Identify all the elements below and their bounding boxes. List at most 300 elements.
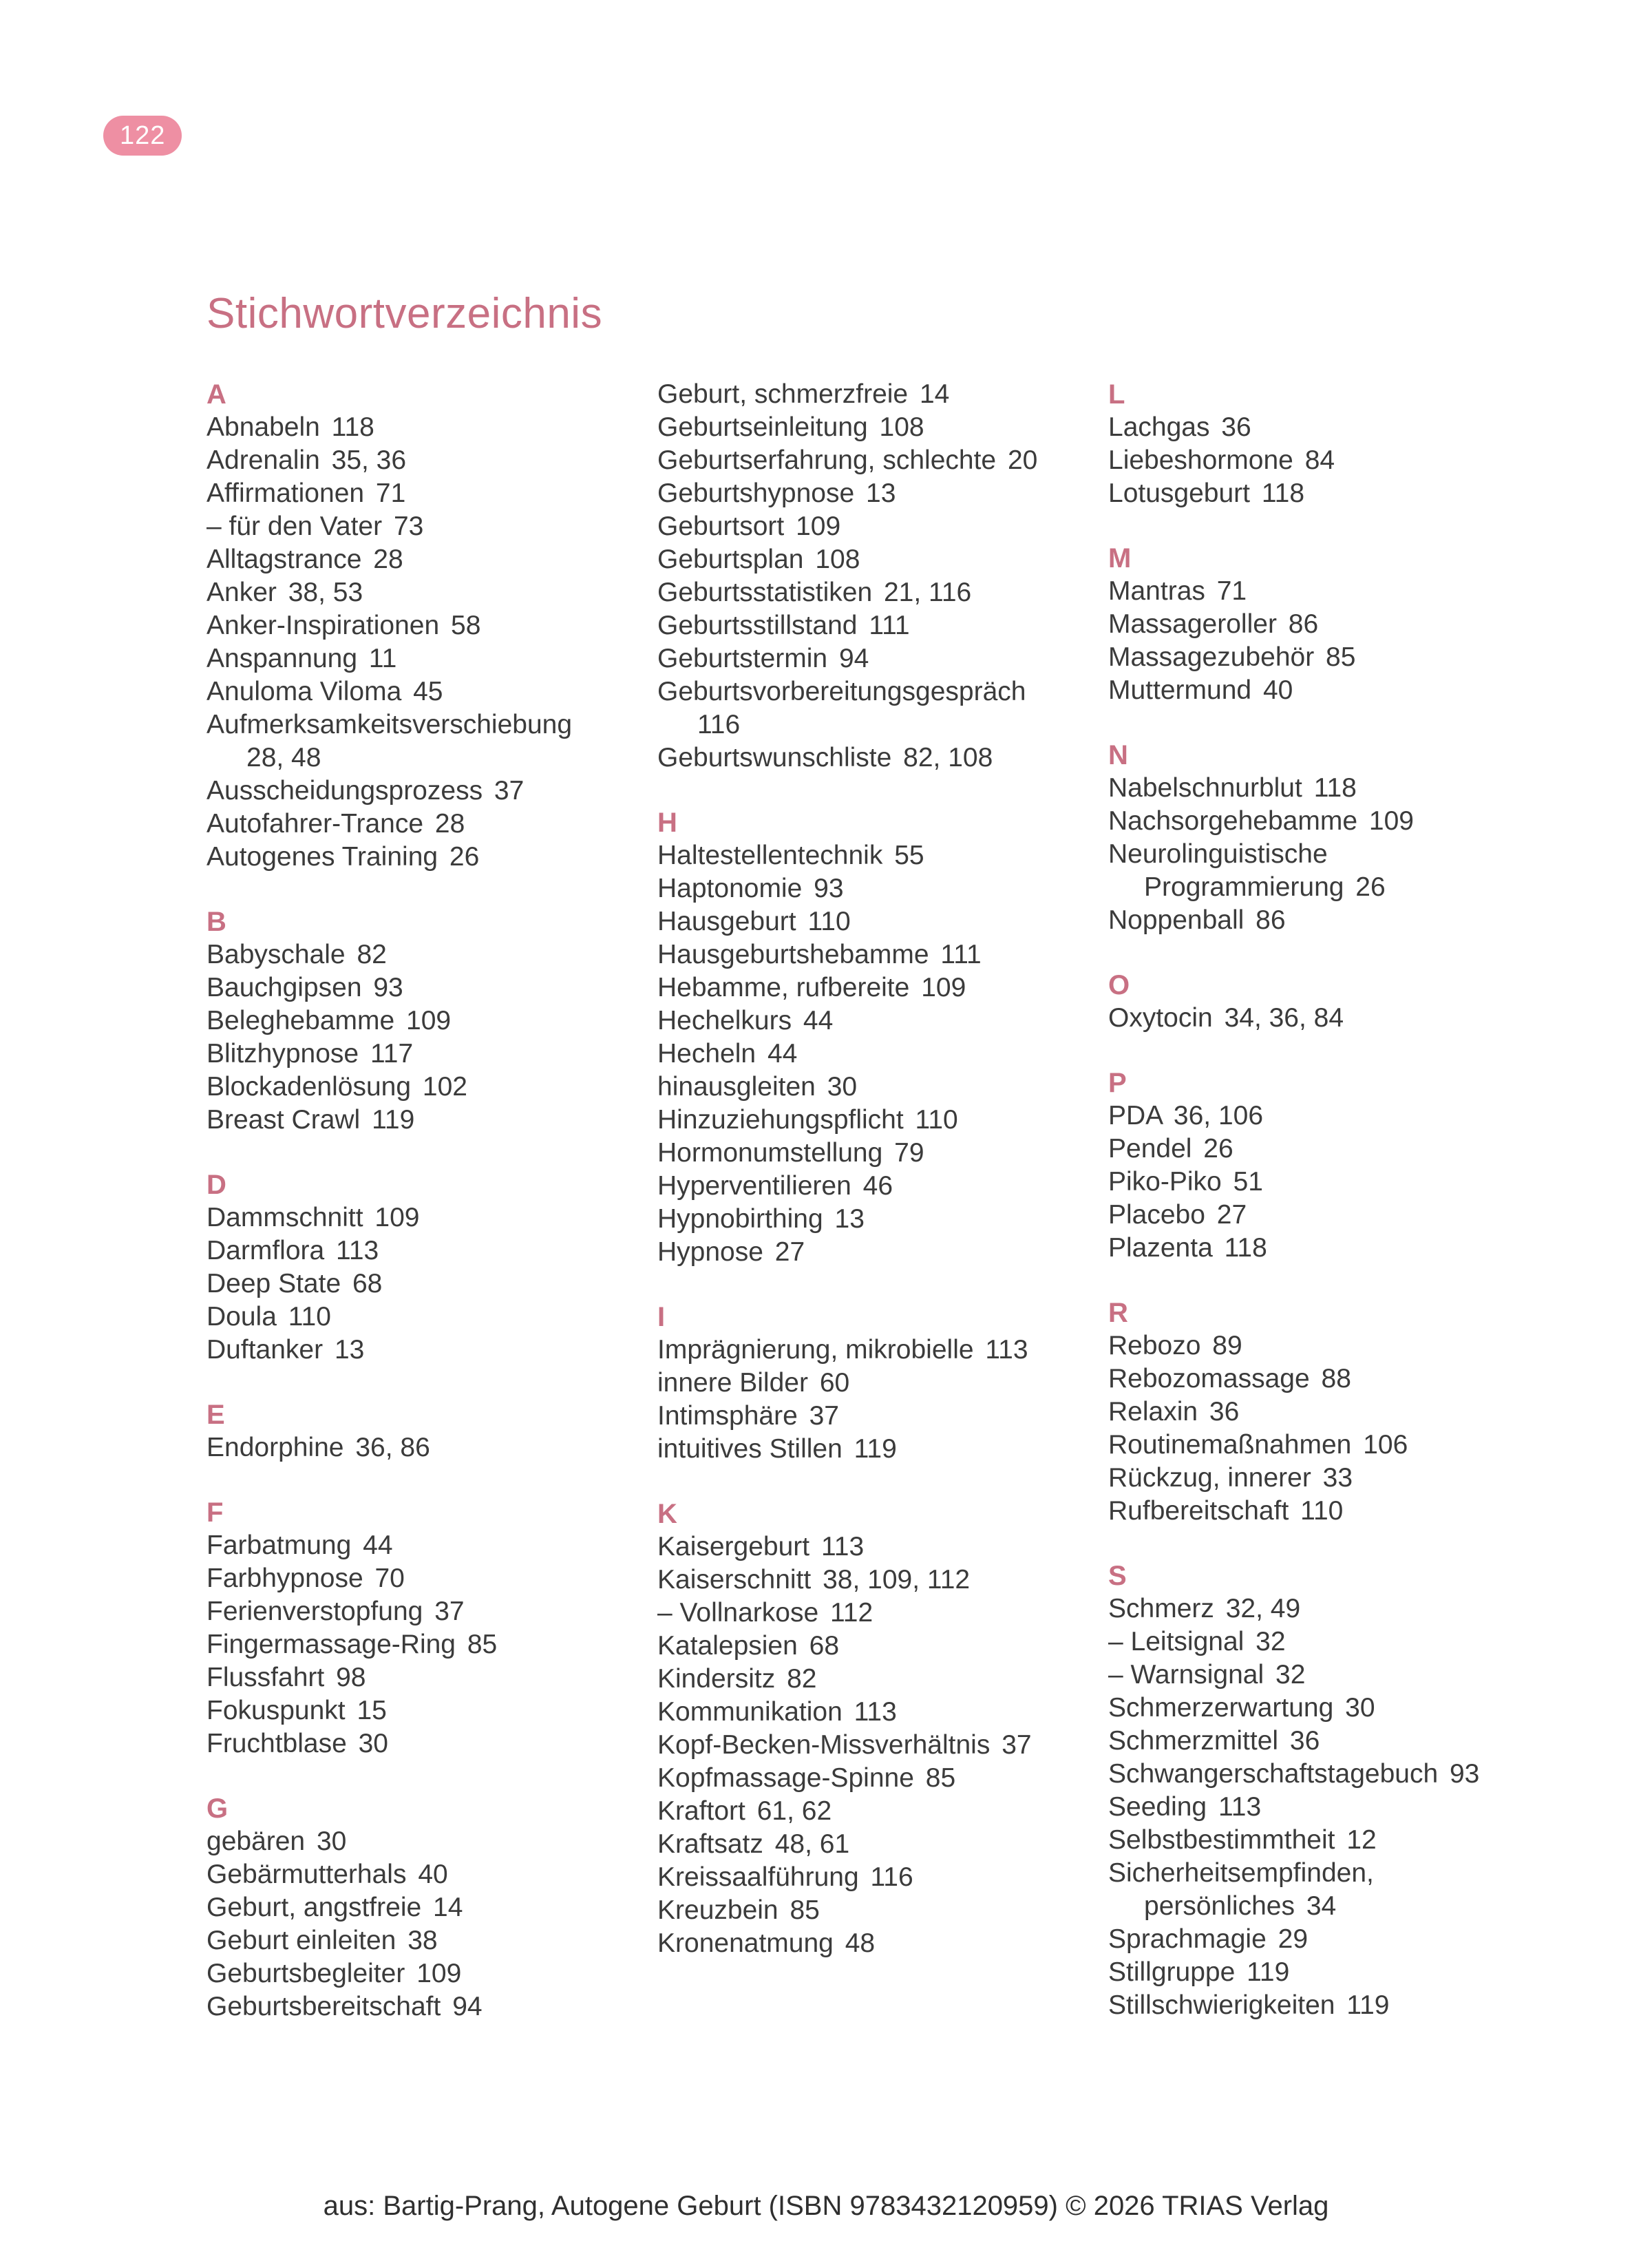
entry-term: Schmerzmittel (1108, 1726, 1279, 1756)
entry-pages: 85 (1326, 642, 1356, 672)
entry-term: Muttermund (1108, 675, 1252, 705)
entry-term: Intimsphäre (657, 1401, 798, 1431)
entry-term: – für den Vater (206, 512, 383, 541)
index-entry (1108, 1363, 1521, 1396)
entry-term: Geburt einleiten (206, 1926, 396, 1955)
index-entry (1108, 1824, 1521, 1857)
entry-term: Geburtsbereitschaft (206, 1992, 441, 2021)
entry-term: Pendel (1108, 1134, 1192, 1164)
section-letter: K (657, 1499, 677, 1529)
index-entry (657, 1137, 1070, 1170)
entry-term: – Leitsignal (1108, 1627, 1245, 1656)
entry-term: Farbhypnose (206, 1564, 363, 1593)
entry-term: Lachgas (1108, 412, 1210, 442)
entry-pages: 68 (352, 1269, 383, 1298)
entry-term: Rebozo (1108, 1331, 1201, 1360)
entry-term: Massagezubehör (1108, 642, 1315, 672)
index-entry (206, 1694, 620, 1727)
index-section (1108, 969, 1521, 1035)
entry-term: Blitzhypnose (206, 1039, 359, 1069)
entry-pages: 36, 86 (355, 1433, 430, 1462)
entry-pages: 26 (1355, 872, 1386, 902)
entry-pages: 119 (372, 1105, 415, 1135)
section-letter: M (1108, 543, 1132, 574)
index-entry (657, 411, 1070, 444)
entry-pages: 38, 53 (288, 578, 363, 607)
page-title: Stichwortverzeichnis (206, 290, 603, 337)
entry-pages: 113 (854, 1697, 897, 1727)
entry-pages: 113 (1218, 1792, 1262, 1822)
entry-term: Liebeshormone (1108, 445, 1293, 475)
entry-term: Kindersitz (657, 1664, 776, 1694)
index-entry (1108, 1462, 1521, 1495)
index-entry (206, 1234, 620, 1267)
index-entry (657, 1433, 1070, 1466)
entry-term: Geburtsstillstand (657, 611, 858, 640)
entry-term: Aufmerksamkeitsverschiebung (206, 710, 573, 739)
entry-term: Stillgruppe (1108, 1957, 1236, 1987)
index-entry (657, 938, 1070, 971)
entry-term: Neurolinguistische Programmierung (1108, 839, 1344, 902)
entry-pages: 44 (803, 1006, 834, 1035)
index-entry (206, 971, 620, 1004)
entry-pages: 106 (1363, 1430, 1408, 1460)
entry-pages: 68 (809, 1631, 840, 1661)
index-columns (206, 378, 1521, 2023)
index-entry (657, 1367, 1070, 1400)
entry-pages: 27 (1216, 1200, 1247, 1230)
entry-term: Haltestellentechnik (657, 841, 883, 870)
entry-pages: 118 (1261, 478, 1305, 508)
entry-term: Geburt, angstfreie (206, 1893, 422, 1922)
entry-pages: 85 (467, 1630, 498, 1659)
index-section (206, 378, 620, 874)
index-entry (1108, 1133, 1521, 1166)
entry-pages: 38 (407, 1926, 438, 1955)
entry-pages: 30 (827, 1072, 858, 1102)
index-entry (1108, 444, 1521, 477)
index-entry (1108, 1199, 1521, 1232)
index-entry (657, 1828, 1070, 1861)
entry-pages: 28 (434, 809, 465, 839)
index-entry (657, 1400, 1070, 1433)
entry-term: Fruchtblase (206, 1729, 347, 1758)
index-entry (206, 775, 620, 808)
entry-pages: 93 (814, 874, 844, 903)
entry-term: Geburtsplan (657, 545, 804, 574)
entry-term: gebären (206, 1827, 306, 1856)
index-entry (1108, 1396, 1521, 1429)
index-entry (1108, 1625, 1521, 1659)
entry-term: Placebo (1108, 1200, 1205, 1230)
entry-term: Mantras (1108, 576, 1205, 606)
entry-pages: 14 (433, 1893, 463, 1922)
entry-pages: 37 (434, 1597, 465, 1626)
index-entry (1108, 477, 1521, 510)
index-entry (657, 1530, 1070, 1564)
entry-pages: 13 (834, 1204, 865, 1234)
index-entry (206, 1990, 620, 2023)
entry-term: Autogenes Training (206, 842, 438, 872)
entry-term: Duftanker (206, 1335, 324, 1365)
index-entry (1108, 1100, 1521, 1133)
entry-pages: 88 (1321, 1364, 1351, 1393)
index-section (206, 1496, 620, 1760)
entry-pages: 30 (1345, 1693, 1375, 1723)
index-entry (1108, 1659, 1521, 1692)
entry-pages: 26 (449, 842, 480, 872)
entry-term: Geburtseinleitung (657, 412, 868, 442)
section-letter: O (1108, 970, 1130, 1000)
index-entry (1108, 1857, 1521, 1923)
entry-term: Kronenatmung (657, 1928, 834, 1958)
index-content (206, 289, 1521, 2023)
index-entry (657, 1795, 1070, 1828)
index-entry (206, 1562, 620, 1595)
index-entry (206, 1891, 620, 1924)
entry-term: Schmerz (1108, 1594, 1214, 1623)
index-section (206, 1398, 620, 1464)
index-entry (206, 576, 620, 609)
entry-pages: 32, 49 (1225, 1594, 1301, 1623)
entry-pages: 110 (1300, 1496, 1344, 1526)
index-entry (1108, 1758, 1521, 1791)
index-entry (206, 1104, 620, 1137)
index-entry (206, 411, 620, 444)
index-entry (657, 1729, 1070, 1762)
index-section (206, 1168, 620, 1367)
index-entry (1108, 641, 1521, 674)
entry-pages: 82, 108 (903, 743, 993, 772)
index-entry (657, 905, 1070, 938)
entry-pages: 82 (787, 1664, 817, 1694)
entry-pages: 36, 106 (1173, 1101, 1264, 1130)
entry-pages: 40 (1262, 675, 1293, 705)
entry-term: Gebärmutterhals (206, 1860, 407, 1889)
entry-pages: 118 (1313, 773, 1357, 803)
index-section (657, 1497, 1070, 1960)
entry-term: Rebozomassage (1108, 1364, 1310, 1393)
entry-term: Hausgeburt (657, 907, 796, 936)
entry-pages: 111 (869, 611, 910, 640)
entry-pages: 20 (1007, 445, 1038, 475)
entry-term: Oxytocin (1108, 1003, 1213, 1033)
entry-term: Stillschwierigkeiten (1108, 1990, 1335, 2020)
entry-term: Katalepsien (657, 1631, 798, 1661)
entry-pages: 109 (1368, 806, 1414, 836)
entry-term: Schmerzerwartung (1108, 1693, 1334, 1723)
entry-term: Kopfmassage-Spinne (657, 1763, 914, 1793)
entry-pages: 61, 62 (756, 1796, 832, 1826)
index-entry (657, 543, 1070, 576)
entry-pages: 32 (1256, 1627, 1286, 1656)
index-entry (1108, 1329, 1521, 1363)
entry-pages: 29 (1278, 1924, 1309, 1954)
entry-pages: 117 (370, 1039, 414, 1069)
index-entry (657, 1170, 1070, 1203)
entry-pages: 35, 36 (331, 445, 407, 475)
entry-term: Abnabeln (206, 412, 320, 442)
index-entry (206, 642, 620, 675)
entry-term: Beleghebamme (206, 1006, 395, 1035)
entry-pages: 46 (862, 1171, 893, 1201)
index-entry (206, 841, 620, 874)
index-entry (1108, 1989, 1521, 2022)
entry-term: – Vollnarkose (657, 1598, 819, 1628)
index-entry (657, 1696, 1070, 1729)
entry-pages: 108 (815, 545, 860, 574)
entry-pages: 51 (1233, 1167, 1263, 1197)
index-entry (1108, 1166, 1521, 1199)
section-letter: B (206, 907, 226, 937)
entry-term: Lotusgeburt (1108, 478, 1250, 508)
entry-pages: 85 (790, 1895, 820, 1925)
entry-term: Geburtshypnose (657, 478, 855, 508)
index-entry (1108, 1002, 1521, 1035)
entry-term: Hecheln (657, 1039, 756, 1069)
index-entry (657, 1927, 1070, 1960)
page-number-badge: 122 (103, 116, 182, 156)
entry-pages: 34 (1306, 1891, 1337, 1921)
index-entry (206, 444, 620, 477)
entry-term: Geburtsort (657, 512, 785, 541)
entry-term: Geburtsstatistiken (657, 578, 873, 607)
index-entry (657, 1663, 1070, 1696)
entry-term: Adrenalin (206, 445, 320, 475)
index-entry (657, 1597, 1070, 1630)
index-entry (1108, 1495, 1521, 1528)
entry-pages: 32 (1275, 1660, 1306, 1690)
entry-pages: 109 (796, 512, 841, 541)
index-entry (206, 1957, 620, 1990)
entry-term: Sicherheitsempfinden, persönliches (1108, 1858, 1374, 1921)
index-entry (206, 675, 620, 708)
entry-term: Plazenta (1108, 1233, 1213, 1263)
entry-term: Fingermassage-Ring (206, 1630, 456, 1659)
entry-pages: 109 (374, 1203, 420, 1232)
index-entry (657, 1236, 1070, 1269)
entry-pages: 11 (368, 644, 397, 673)
section-letter: F (206, 1497, 224, 1528)
index-entry (657, 741, 1070, 775)
section-letter: P (1108, 1068, 1127, 1098)
entry-pages: 109 (406, 1006, 452, 1035)
entry-pages: 21, 116 (883, 578, 972, 607)
entry-pages: 94 (838, 644, 869, 673)
entry-term: Babyschale (206, 940, 346, 969)
index-entry (657, 1564, 1070, 1597)
entry-term: Doula (206, 1302, 277, 1332)
index-entry (657, 1762, 1070, 1795)
entry-term: Geburtserfahrung, schlechte (657, 445, 997, 475)
index-entry (206, 1267, 620, 1301)
index-section (1108, 1559, 1521, 2022)
entry-term: Hebamme, rufbereite (657, 973, 910, 1002)
index-entry (206, 708, 620, 775)
entry-pages: 30 (316, 1827, 347, 1856)
entry-pages: 48 (845, 1928, 876, 1958)
entry-term: Hinzuziehungspflicht (657, 1105, 904, 1135)
index-entry (657, 378, 1070, 411)
entry-term: Haptonomie (657, 874, 803, 903)
entry-term: Hormonumstellung (657, 1138, 883, 1168)
entry-pages: 112 (830, 1598, 873, 1628)
section-letter: A (206, 379, 226, 410)
entry-pages: 102 (422, 1072, 467, 1102)
entry-term: Fokuspunkt (206, 1696, 346, 1725)
index-entry (657, 510, 1070, 543)
entry-term: Geburtsvorbereitungsgespräch (657, 677, 1026, 706)
index-entry (657, 576, 1070, 609)
entry-term: Kaisergeburt (657, 1532, 810, 1561)
entry-term: Noppenball (1108, 905, 1245, 935)
entry-term: Anspannung (206, 644, 358, 673)
entry-pages: 36 (1221, 412, 1251, 442)
entry-pages: 34, 36, 84 (1224, 1003, 1344, 1033)
entry-term: Anker (206, 578, 277, 607)
index-entry (206, 1431, 620, 1464)
index-entry (657, 839, 1070, 872)
index-entry (206, 938, 620, 971)
entry-term: Rufbereitschaft (1108, 1496, 1289, 1526)
entry-term: Kaiserschnitt (657, 1565, 812, 1595)
entry-term: Hyperventilieren (657, 1171, 851, 1201)
entry-term: PDA (1108, 1101, 1163, 1130)
entry-term: Nabelschnurblut (1108, 773, 1302, 803)
entry-term: Seeding (1108, 1792, 1207, 1822)
entry-pages: 38, 109, 112 (823, 1565, 971, 1595)
entry-pages: 48, 61 (774, 1829, 850, 1859)
entry-term: Affirmationen (206, 478, 365, 508)
entry-pages: 86 (1256, 905, 1286, 935)
index-section (657, 378, 1070, 775)
entry-pages: 27 (774, 1237, 805, 1267)
entry-pages: 37 (494, 776, 525, 806)
entry-term: Geburtswunschliste (657, 743, 892, 772)
entry-term: Dammschnitt (206, 1203, 363, 1232)
index-entry (206, 1004, 620, 1038)
entry-pages: 82 (357, 940, 387, 969)
index-section (206, 905, 620, 1137)
section-letter: I (657, 1302, 666, 1332)
entry-term: Schwangerschaftstagebuch (1108, 1759, 1439, 1789)
entry-term: Geburtsbegleiter (206, 1959, 405, 1988)
entry-term: Flussfahrt (206, 1663, 325, 1692)
section-letter: S (1108, 1561, 1127, 1591)
index-section (206, 1792, 620, 2023)
index-entry (1108, 772, 1521, 805)
entry-pages: 110 (915, 1105, 958, 1135)
index-entry (206, 543, 620, 576)
index-entry (657, 1203, 1070, 1236)
entry-term: Rückzug, innerer (1108, 1463, 1311, 1493)
index-entry (657, 609, 1070, 642)
entry-pages: 73 (393, 512, 424, 541)
index-entry (206, 1858, 620, 1891)
entry-pages: 118 (331, 412, 374, 442)
index-entry (206, 1825, 620, 1858)
index-entry (206, 1529, 620, 1562)
index-section (1108, 378, 1521, 510)
entry-pages: 30 (358, 1729, 388, 1758)
entry-pages: 71 (375, 478, 406, 508)
entry-term: Sprachmagie (1108, 1924, 1267, 1954)
entry-pages: 113 (336, 1236, 379, 1265)
index-column (1108, 378, 1521, 2022)
entry-term: Relaxin (1108, 1397, 1198, 1427)
index-column (657, 378, 1070, 1960)
index-entry (206, 510, 620, 543)
entry-pages: 44 (363, 1530, 393, 1560)
index-entry (206, 1628, 620, 1661)
index-entry (206, 1595, 620, 1628)
entry-pages: 37 (1002, 1730, 1032, 1760)
entry-term: Ausscheidungsprozess (206, 776, 483, 806)
section-letter: E (206, 1400, 225, 1430)
entry-pages: 60 (819, 1368, 850, 1398)
index-section (1108, 739, 1521, 937)
index-entry (1108, 608, 1521, 641)
index-entry (657, 1334, 1070, 1367)
footer-credit: aus: Bartig-Prang, Autogene Geburt (ISBN 9783432120959) © 2026 TRIAS Verlag (323, 2191, 1329, 2221)
entry-term: Darmflora (206, 1236, 325, 1265)
index-entry (206, 477, 620, 510)
entry-term: Kopf-Becken-Missverhältnis (657, 1730, 991, 1760)
index-entry (206, 1038, 620, 1071)
entry-term: Kommunikation (657, 1697, 843, 1727)
index-entry (1108, 1923, 1521, 1956)
entry-pages: 45 (413, 677, 443, 706)
entry-term: Piko-Piko (1108, 1167, 1222, 1197)
index-entry (657, 971, 1070, 1004)
entry-pages: 119 (1346, 1990, 1390, 2020)
entry-pages: 13 (334, 1335, 365, 1365)
index-entry (206, 1301, 620, 1334)
index-entry (657, 444, 1070, 477)
entry-pages: 85 (925, 1763, 956, 1793)
entry-pages: 110 (288, 1302, 331, 1332)
entry-term: Autofahrer-Trance (206, 809, 424, 839)
index-entry (657, 1861, 1070, 1894)
index-section (657, 1301, 1070, 1466)
entry-pages: 94 (452, 1992, 483, 2021)
entry-pages: 12 (1346, 1825, 1377, 1855)
entry-pages: 33 (1322, 1463, 1353, 1493)
index-entry (657, 675, 1070, 741)
index-entry (657, 477, 1070, 510)
index-entry (657, 1071, 1070, 1104)
entry-term: Imprägnierung, mikrobielle (657, 1335, 974, 1365)
entry-pages: 36 (1209, 1397, 1240, 1427)
entry-pages: 113 (820, 1532, 865, 1561)
entry-pages: 116 (697, 710, 741, 739)
entry-term: innere Bilder (657, 1368, 808, 1398)
entry-term: Breast Crawl (206, 1105, 361, 1135)
index-entry (206, 1661, 620, 1694)
entry-term: Endorphine (206, 1433, 344, 1462)
index-entry (206, 808, 620, 841)
entry-term: Kreuzbein (657, 1895, 779, 1925)
entry-term: Kreissaalführung (657, 1862, 859, 1892)
index-entry (1108, 1725, 1521, 1758)
entry-term: Blockadenlösung (206, 1072, 412, 1102)
entry-pages: 111 (940, 940, 982, 969)
section-letter: G (206, 1793, 229, 1824)
index-entry (657, 872, 1070, 905)
entry-pages: 118 (1224, 1233, 1267, 1263)
section-letter: D (206, 1170, 226, 1200)
index-entry (206, 1334, 620, 1367)
